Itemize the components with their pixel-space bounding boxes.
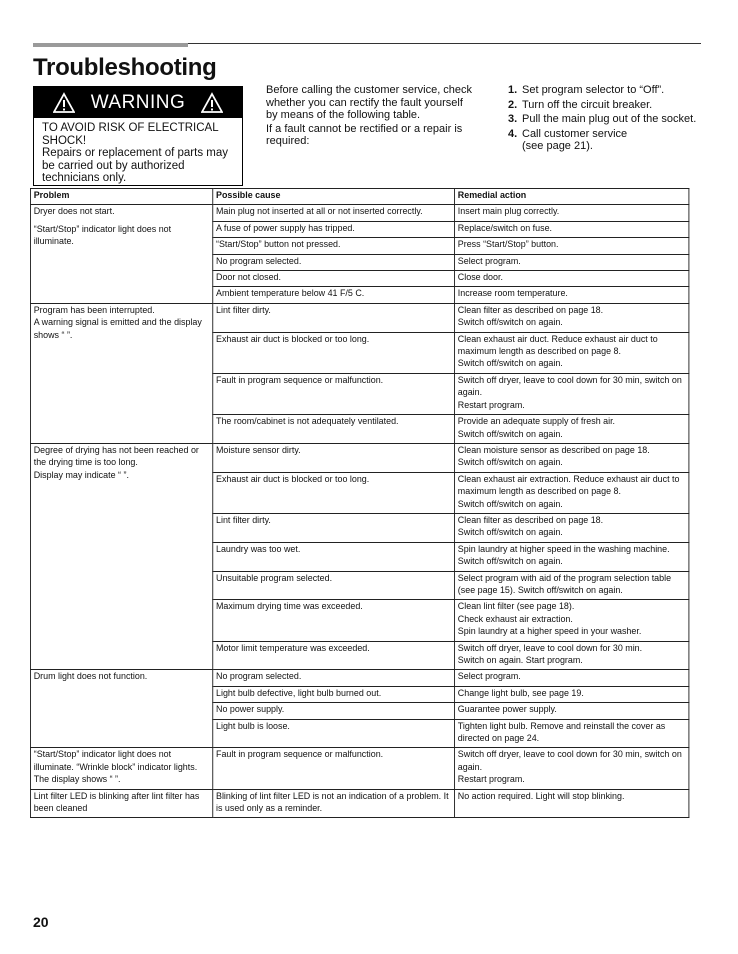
action-cell: Spin laundry at higher speed in the washing machine. Switch off/switch on again.: [455, 542, 689, 571]
action-cell: Close door.: [455, 271, 689, 287]
table-row: [30, 205, 688, 221]
troubleshooting-table: [30, 188, 689, 818]
problem-cell: [30, 205, 212, 303]
cause-cell: Exhaust air duct is blocked or too long.: [213, 332, 455, 373]
problem-cell: [30, 670, 212, 748]
problem-text: Lint filter LED is blinking after lint filter has been cleaned: [33, 790, 200, 815]
cause-cell: Unsuitable program selected.: [213, 571, 455, 600]
warning-box: [33, 86, 243, 186]
table-row: [30, 748, 688, 789]
intro-paragraph: Before calling the customer service, check whether you can rectify the fault yourself by means of the following table.: [266, 84, 473, 121]
table-row: [30, 303, 688, 332]
cause-cell: Motor limit temperature was exceeded.: [213, 641, 455, 670]
action-cell: Clean exhaust air duct. Reduce exhaust air duct to maximum length as described on page 8. Switch off/switch on again.: [455, 332, 689, 373]
problem-text: Drum light does not function.: [33, 671, 148, 683]
action-cell: Clean filter as described on page 18. Switch off/switch on again.: [455, 513, 689, 542]
cause-cell: “Start/Stop” button not pressed.: [213, 238, 455, 254]
action-cell: Select program.: [455, 670, 689, 686]
action-cell: Replace/switch on fuse.: [455, 221, 689, 237]
problem-text: Degree of drying has not been reached or the drying time is too long. Display may indicate “ ”.: [33, 444, 199, 481]
action-cell: Select program with aid of the program selection table (see page 15). Switch off/switch on again.: [455, 571, 689, 600]
problem-cell: [30, 443, 212, 670]
warning-heading: WARNING: [90, 91, 186, 113]
action-cell: Tighten light bulb. Remove and reinstall the cover as directed on page 24.: [455, 719, 689, 748]
table-row: [30, 670, 688, 686]
cause-cell: Fault in program sequence or malfunction.: [213, 748, 455, 789]
step-number: 3.: [508, 113, 518, 125]
intro-text: [266, 84, 476, 149]
header-accent-bar: [33, 43, 188, 47]
page-title: Troubleshooting: [33, 54, 217, 81]
problem-text: “Start/Stop” indicator light does not illuminate. “Wrinkle block” indicator lights. The display shows “ ”.: [33, 749, 198, 786]
cause-cell: Blinking of lint filter LED is not an indication of a problem. It is used only as a reminder.: [213, 789, 455, 818]
warning-triangle-icon: [53, 92, 75, 114]
step-number: 1.: [508, 84, 518, 96]
problem-cell: [30, 748, 212, 789]
cause-cell: Lint filter dirty.: [213, 513, 455, 542]
cause-cell: Light bulb is loose.: [213, 719, 455, 748]
action-cell: Select program.: [455, 254, 689, 270]
problem-cell: [30, 303, 212, 443]
table-row: [30, 789, 688, 818]
table-header-row: [30, 189, 688, 205]
action-cell: No action required. Light will stop blinking.: [455, 789, 689, 818]
step-number: 2.: [508, 98, 518, 111]
action-cell: Clean exhaust air extraction. Reduce exhaust air duct to maximum length as described on page 8. Switch off/switch on again.: [455, 472, 689, 513]
action-cell: Clean filter as described on page 18. Switch off/switch on again.: [455, 303, 689, 332]
cause-cell: No program selected.: [213, 670, 455, 686]
cause-cell: Main plug not inserted at all or not inserted correctly.: [213, 205, 455, 221]
action-cell: Clean moisture sensor as described on page 18. Switch off/switch on again.: [455, 443, 689, 472]
warning-line-repairs: Repairs or replacement of parts may be carried out by authorized technicians only.: [42, 147, 228, 184]
action-cell: Provide an adequate supply of fresh air. Switch off/switch on again.: [455, 415, 689, 444]
warning-body: [34, 118, 242, 185]
step-item: [508, 113, 698, 126]
problem-text: Program has been interrupted. A warning signal is emitted and the display shows “ ”.: [33, 304, 202, 341]
action-cell: Clean lint filter (see page 18). Check exhaust air extraction. Spin laundry at a higher speed in your washer.: [455, 600, 689, 641]
step-text: Pull the main plug out of the socket.: [522, 113, 697, 125]
step-text: Set program selector to “Off”.: [522, 84, 665, 96]
step-number: 4.: [508, 127, 518, 140]
step-item: [508, 128, 698, 153]
action-cell: Press “Start/Stop” button.: [455, 238, 689, 254]
action-cell: Change light bulb, see page 19.: [455, 686, 689, 702]
step-item: [508, 84, 698, 97]
cause-cell: Door not closed.: [213, 271, 455, 287]
problem-text: “Start/Stop” indicator light does not illuminate.: [33, 223, 172, 248]
step-text: Call customer service (see page 21).: [522, 127, 628, 152]
step-item: [508, 99, 698, 112]
cause-cell: Ambient temperature below 41 F/5 C.: [213, 287, 455, 303]
action-cell: Switch off dryer, leave to cool down for 30 min. Switch on again. Start program.: [455, 641, 689, 670]
action-cell: Guarantee power supply.: [455, 703, 689, 719]
cause-cell: Maximum drying time was exceeded.: [213, 600, 455, 641]
warning-header: [34, 87, 242, 118]
column-header-cause: Possible cause: [213, 189, 455, 205]
problem-text: Dryer does not start.: [33, 206, 115, 218]
cause-cell: No power supply.: [213, 703, 455, 719]
column-header-problem: Problem: [30, 189, 212, 205]
warning-line-shock: TO AVOID RISK OF ELECTRICAL SHOCK!: [42, 122, 219, 147]
step-text: Turn off the circuit breaker.: [522, 98, 653, 111]
page-number: 20: [33, 914, 49, 930]
action-cell: Switch off dryer, leave to cool down for 30 min, switch on again. Restart program.: [455, 748, 689, 789]
intro-paragraph: If a fault cannot be rectified or a repair is required:: [266, 122, 463, 147]
cause-cell: A fuse of power supply has tripped.: [213, 221, 455, 237]
cause-cell: Exhaust air duct is blocked or too long.: [213, 472, 455, 513]
steps-list: [508, 84, 698, 155]
column-header-action: Remedial action: [455, 189, 689, 205]
table-row: [30, 443, 688, 472]
action-cell: Switch off dryer, leave to cool down for 30 min, switch on again. Restart program.: [455, 373, 689, 414]
table-body: [30, 205, 688, 818]
cause-cell: No program selected.: [213, 254, 455, 270]
problem-cell: [30, 789, 212, 818]
cause-cell: Fault in program sequence or malfunction.: [213, 373, 455, 414]
cause-cell: Moisture sensor dirty.: [213, 443, 455, 472]
action-cell: Increase room temperature.: [455, 287, 689, 303]
cause-cell: Lint filter dirty.: [213, 303, 455, 332]
action-cell: Insert main plug correctly.: [455, 205, 689, 221]
cause-cell: The room/cabinet is not adequately ventilated.: [213, 415, 455, 444]
cause-cell: Laundry was too wet.: [213, 542, 455, 571]
warning-triangle-icon: [201, 92, 223, 114]
cause-cell: Light bulb defective, light bulb burned out.: [213, 686, 455, 702]
